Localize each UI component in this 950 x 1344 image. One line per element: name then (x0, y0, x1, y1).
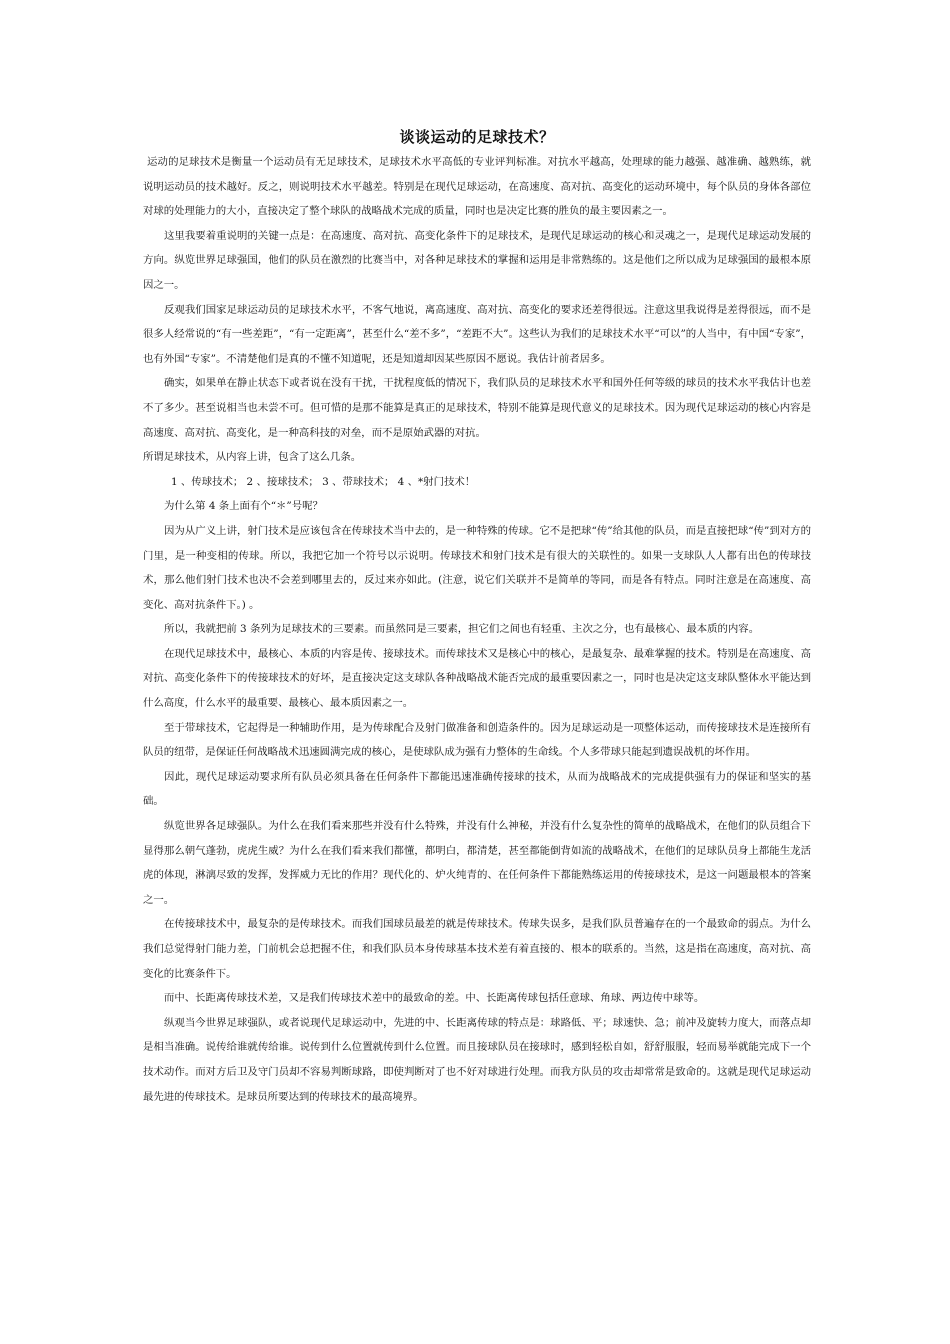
paragraph-8: 因为从广义上讲，射门技术是应该包含在传球技术当中去的，是一种特殊的传球。它不是把球“传”给其他的队员，而是直接把球“传”到对方的门里，是一种变相的传球。所以，我把它加一个符号以示说明。传球技术和射门技术是有很大的关联性的。如果一支球队人人都有出色的传球技术，那么他们射门技术也决不会差到哪里去的，反过来亦如此。(注意，说它们关联并不是简单的等同，而是各有特点。同时注意是在高速度、高变化、高对抗条件下。) 。 (143, 524, 811, 611)
document-page (143, 126, 811, 1109)
paragraph-1: 运动的足球技术是衡量一个运动员有无足球技术，足球技术水平高低的专业评判标准。对抗水平越高，处理球的能力越强、越准确、越熟练，就说明运动员的技术越好。反之，则说明技术水平越差。特别是在现代足球运动，在高速度、高对抗、高变化的运动环境中，每个队员的身体各部位对球的处理能力的大小，直接决定了整个球队的战略战术完成的质量，同时也是决定比赛的胜负的最主要因素之一。 (143, 156, 811, 218)
paragraph-4: 确实，如果单在静止状态下或者说在没有干扰，干扰程度低的情况下，我们队员的足球技术水平和国外任何等级的球员的技术水平我估计也差不了多少。甚至说相当也未尝不可。但可惜的是那不能算是真正的足球技术，特别不能算是现代意义的足球技术。因为现代足球运动的核心内容是高速度、高对抗、高变化，是一种高科技的对垒，而不是原始武器的对抗。 (143, 377, 811, 439)
question-line: 为什么第 4 条上面有个“＊”号呢？ (164, 500, 323, 513)
paragraph-15: 而中、长距离传球技术差，又是我们传球技术差中的最致命的差。中、长距离传球包括任意球、角球、两边传中球等。 (164, 992, 705, 1005)
paragraph-10: 在现代足球技术中，最核心、本质的内容是传、接球技术。而传球技术又是核心中的核心，是最复杂、最难掌握的技术。特别是在高速度、高对抗、高变化条件下的传接球技术的好坏，是直接决定这支球队各种战略战术能否完成的最重要因素之一，同时也是决定这支球队整体水平能达到什么高度，什么水平的最重要、最核心、最本质因素之一。 (143, 647, 811, 710)
paragraph-11: 至于带球技术，它起得是一种辅助作用，是为传球配合及射门做准备和创造条件的。因为足球运动是一项整体运动，而传接球技术是连接所有队员的纽带，是保证任何战略战术迅速圆满完成的核心，是使球队成为强有力整体的生命线。个人多带球只能起到遗误战机的坏作用。 (143, 721, 811, 759)
paragraph-9: 所以，我就把前 3 条列为足球技术的三要素。而虽然同是三要素，担它们之间也有轻重、主次之分，也有最核心、最本质的内容。 (164, 623, 760, 636)
paragraph-3: 反观我们国家足球运动员的足球技术水平，不客气地说，离高速度、高对抗、高变化的要求还差得很远。注意这里我说得是差得很远，而不是很多人经常说的“有一些差距”，“有一定距离”，甚至什么“差不多”，“差距不大”。这些认为我们的足球技术水平“可以”的人当中，有中国“专家”，也有外国“专家”。不清楚他们是真的不懂不知道呢，还是知道却因某些原因不愿说。我估计前者居多。 (143, 303, 811, 365)
document-title: 谈谈运动的足球技术？ (399, 128, 555, 146)
paragraph-2: 这里我要着重说明的关键一点是：在高速度、高对抗、高变化条件下的足球技术，是现代足球运动的核心和灵魂之一，是现代足球运动发展的方向。纵览世界足球强国，他们的队员在激烈的比赛当中，对各种足球技术的掌握和运用是非常熟练的。这是他们之所以成为足球强国的最根本原因之一。 (143, 229, 811, 291)
paragraph-12: 因此，现代足球运动要求所有队员必须具备在任何条件下都能迅速准确传接球的技术，从而为战略战术的完成提供强有力的保证和坚实的基础。 (143, 770, 811, 808)
paragraph-13: 纵览世界各足球强队。为什么在我们看来那些并没有什么特殊，并没有什么神秘，并没有什么复杂性的简单的战略战术，在他们的队员组合下显得那么朝气蓬勃，虎虎生威？为什么在我们看来我们都懂，都明白，都清楚，甚至都能倒背如流的战略战术，在他们的足球队员身上都能生龙活虎的体现，淋漓尽致的发挥，发挥威力无比的作用？现代化的、炉火纯青的、在任何条件下都能熟练运用的传接球技术，是这一问题最根本的答案之一。 (143, 820, 811, 906)
paragraph-14: 在传接球技术中，最复杂的是传球技术。而我们国球员最差的就是传球技术。传球失误多，是我们队员普遍存在的一个最致命的弱点。为什么我们总觉得射门能力差，门前机会总把握不住，和我们队员本身传球基本技术差有着直接的、根本的联系的。当然，这是指在高速度，高对抗、高变化的比赛条件下。 (143, 918, 811, 980)
technique-list-line: 1 、传球技术； 2 、接球技术； 3 、带球技术； 4 、*射门技术！ (171, 475, 476, 488)
paragraph-5: 所谓足球技术，从内容上讲，包含了这么几条。 (143, 451, 362, 464)
paragraph-16: 纵观当今世界足球强队，或者说现代足球运动中，先进的中、长距离传球的特点是：球路低、平；球速快、急；前冲及旋转力度大，而落点却是相当准确。说传给谁就传给谁。说传到什么位置就传到什么位置。而且接球队员在接球时，感到轻松自如，舒舒服服，轻而易举就能完成下一个技术动作。而对方后卫及守门员却不容易判断球路，即使判断对了也不好对球进行处理。而我方队员的攻击却常常是致命的。这就是现代足球运动最先进的传球技术。是球员所要达到的传球技术的最高境界。 (143, 1016, 811, 1103)
